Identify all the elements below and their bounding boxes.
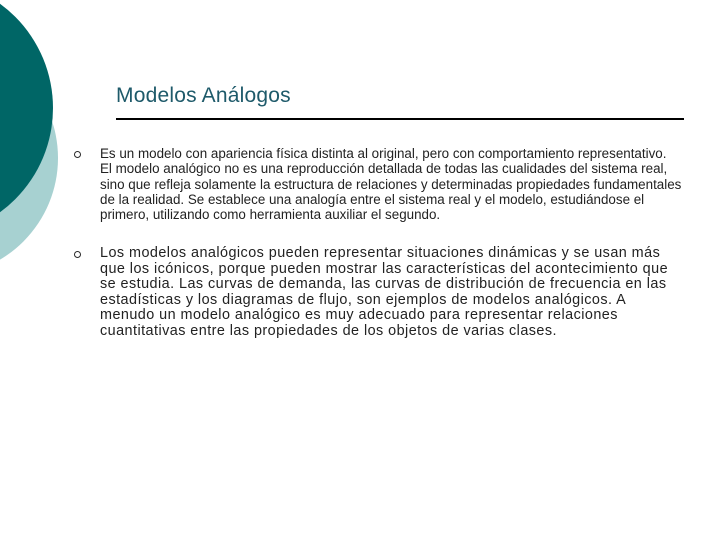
bullet-text: Los modelos analógicos pueden representar situaciones dinámicas y se usan más que los icónicos, porque pueden mostrar las características del acontecimiento que se estudia. Las curvas de demanda, las curvas de distribución de frecuencia en las estadísticas y los diagramas de flujo, son ejemplos de modelos analógicos. A menudo un modelo analógico es muy adecuado para representar relaciones cuantitativas entre las propiedades de los objetos de varias clases. bbox=[100, 245, 669, 339]
hollow-circle-bullet-icon bbox=[74, 151, 81, 158]
bullet-list bbox=[74, 146, 682, 339]
bullet-item bbox=[74, 146, 682, 222]
bullet-item bbox=[74, 246, 682, 339]
hollow-circle-bullet-icon bbox=[74, 251, 81, 258]
bullet-text: Es un modelo con apariencia física distinta al original, pero con comportamiento representativo. El modelo analógico no es una reproducción detallada de todas las cualidades del sistema real, sino que refleja solamente la estructura de relaciones y determinadas propiedades fundamentales de la realidad. Se establece una analogía entre el sistema real y el modelo, estudiándose el primero, utilizando como herramienta auxiliar el segundo. bbox=[100, 146, 682, 223]
title-underline bbox=[116, 118, 684, 120]
slide-title: Modelos Análogos bbox=[116, 84, 291, 107]
